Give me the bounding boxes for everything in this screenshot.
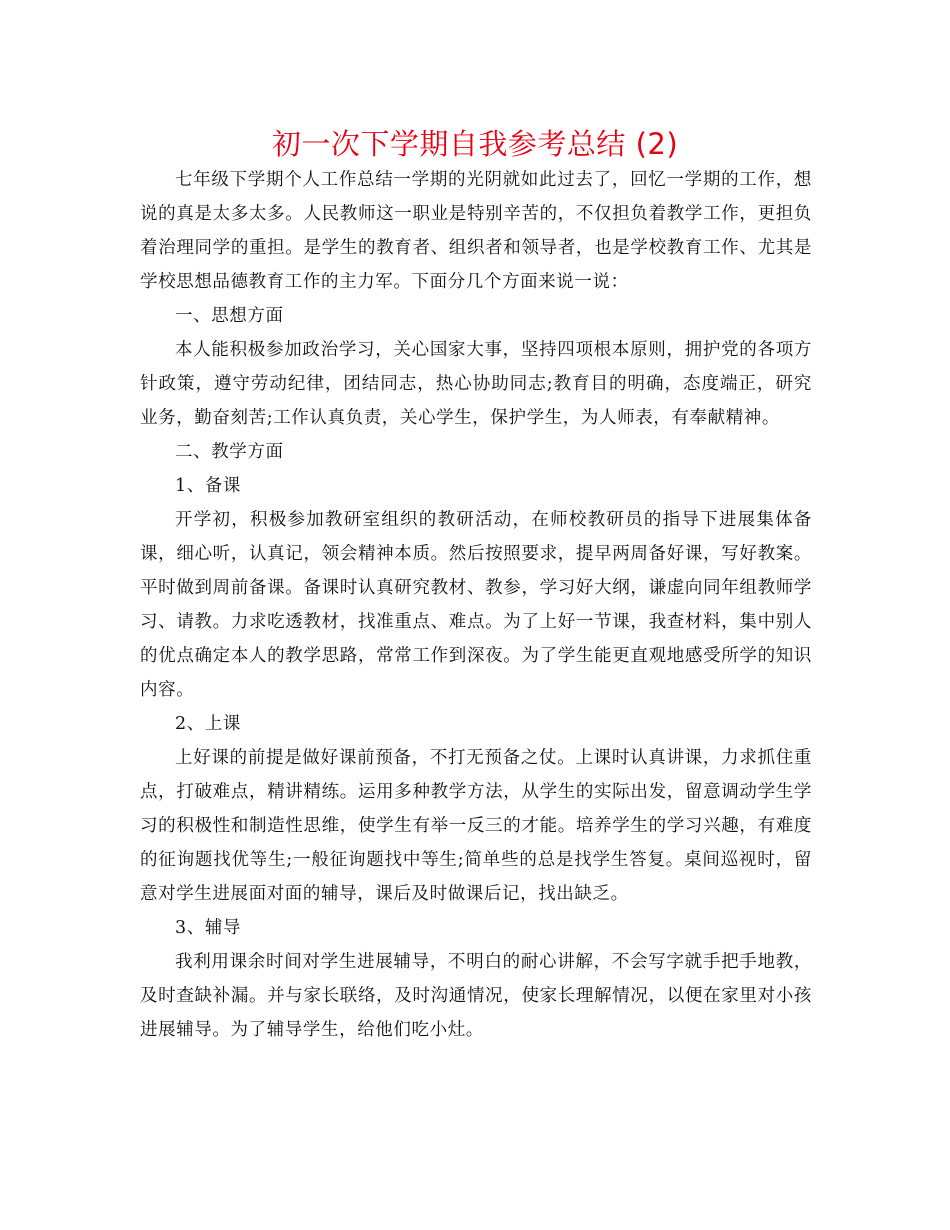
document-body — [140, 163, 812, 1047]
section-heading-thought: 一、思想方面 — [175, 306, 284, 326]
thought-paragraph: 本人能积极参加政治学习，关心国家大事，坚持四项根本原则，拥护党的各项方针政策，遵守劳动纪律，团结同志，热心协助同志;教育目的明确，态度端正，研究业务，勤奋刻苦;工作认真负责，关心学生，保护学生，为人师表，有奉献精神。 — [140, 340, 812, 428]
subheading-class: 2、上课 — [175, 714, 242, 734]
intro-paragraph: 七年级下学期个人工作总结一学期的光阴就如此过去了，回忆一学期的工作，想说的真是太多太多。人民教师这一职业是特别辛苦的，不仅担负着教学工作，更担负着治理同学的重担。是学生的教育者、组织者和领导者，也是学校教育工作、尤其是学校思想品德教育工作的主力军。下面分几个方面来说一说： — [140, 170, 812, 292]
subheading-lesson-prep: 1、备课 — [175, 476, 242, 496]
subheading-tutoring: 3、辅导 — [175, 918, 242, 938]
section-heading-teaching: 二、教学方面 — [175, 442, 284, 462]
class-paragraph: 上好课的前提是做好课前预备，不打无预备之仗。上课时认真讲课，力求抓住重点，打破难点，精讲精练。运用多种教学方法，从学生的实际出发，留意调动学生学习的积极性和制造性思维，使学生有举一反三的才能。培养学生的学习兴趣，有难度的征询题找优等生;一般征询题找中等生;简单些的总是找学生答复。桌间巡视时，留意对学生进展面对面的辅导，课后及时做课后记，找出缺乏。 — [140, 748, 812, 904]
tutoring-paragraph: 我利用课余时间对学生进展辅导，不明白的耐心讲解，不会写字就手把手地教，及时查缺补漏。并与家长联络，及时沟通情况，使家长理解情况，以便在家里对小孩进展辅导。为了辅导学生，给他们吃小灶。 — [140, 952, 812, 1040]
document-title: 初一次下学期自我参考总结 (2) — [271, 127, 679, 161]
lesson-prep-paragraph: 开学初，积极参加教研室组织的教研活动，在师校教研员的指导下进展集体备课，细心听，认真记，领会精神本质。然后按照要求，提早两周备好课，写好教案。平时做到周前备课。备课时认真研究教材、教参，学习好大纲，谦虚向同年组教师学习、请教。力求吃透教材，找准重点、难点。为了上好一节课，我查材料，集中别人的优点确定本人的教学思路，常常工作到深夜。为了学生能更直观地感受所学的知识内容。 — [140, 510, 812, 700]
